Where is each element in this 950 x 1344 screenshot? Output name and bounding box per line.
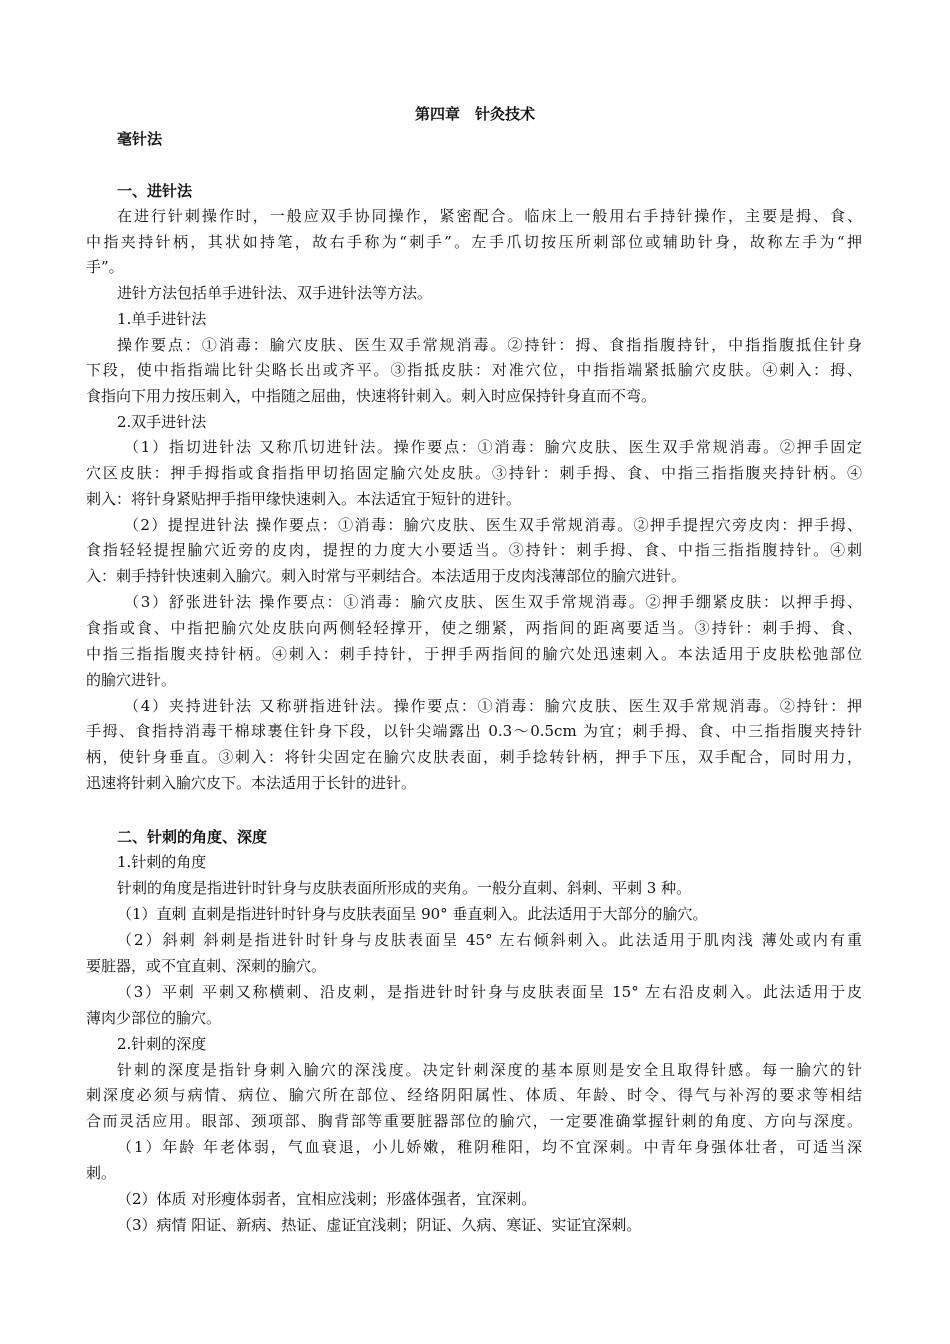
text-line: 要脏器，或不宜直刺、深刺的腧穴。 [86, 957, 327, 975]
text-line: （1）指切进针法 又称爪切进针法。操作要点：①消毒：腧穴皮肤、医生双手常规消毒。②押手固定 [124, 438, 862, 456]
section-heading: 二、针刺的角度、深度 [117, 828, 268, 846]
text-line: 2.双手进针法 [117, 413, 207, 431]
text-line: 针刺的角度是指进针时针身与皮肤表面所形成的夹角。一般分直刺、斜刺、平刺 3 种。 [117, 879, 692, 897]
text-line: 中指三指指腹夹持针柄。④刺入：刺手持针，于押手两指间的腧穴处迅速刺入。本法适用于皮肤松弛部位 [86, 645, 862, 663]
section-heading: 一、进针法 [117, 182, 193, 200]
text-line: 薄肉少部位的腧穴。 [86, 1009, 222, 1027]
text-line: 合而灵活应用。眼部、颈项部、胸背部等重要脏器部位的腧穴，一定要准确掌握针刺的角度、方向与深度。 [86, 1112, 862, 1130]
section-heading: 毫针法 [117, 130, 163, 148]
text-line: 在进行针刺操作时，一般应双手协同操作，紧密配合。临床上一般用右手持针操作，主要是拇、食、 [117, 207, 862, 225]
chapter-title: 第四章 针灸技术 [414, 105, 535, 123]
text-line: 的腧穴进针。 [86, 671, 177, 689]
text-line: 迅速将针刺入腧穴皮下。本法适用于长针的进针。 [86, 774, 417, 792]
text-line: 刺入：将针身紧贴押手指甲缘快速刺入。本法适宜于短针的进针。 [86, 490, 522, 508]
text-line: （1）直刺 直刺是指进针时针身与皮肤表面呈 90° 垂直刺入。此法适用于大部分的腧穴。 [117, 905, 708, 923]
text-line: （4）夹持进针法 又称骈指进针法。操作要点：①消毒：腧穴皮肤、医生双手常规消毒。②持针：押 [124, 697, 862, 715]
text-line: 中指夹持针柄，其状如持笔，故右手称为“刺手”。左手爪切按压所刺部位或辅助针身，故称左手为“押 [86, 233, 862, 251]
text-line: 1.单手进针法 [117, 310, 207, 328]
text-line: 入：刺手持针快速刺入腧穴。刺入时常与平刺结合。本法适用于皮肉浅薄部位的腧穴进针。 [86, 567, 687, 585]
text-line: 食指向下用力按压刺入，中指随之屈曲，快速将针刺入。刺入时应保持针身直而不弯。 [86, 387, 657, 405]
text-line: 食指或食、中指把腧穴处皮肤向两侧轻轻撑开，使之绷紧，两指间的距离要适当。③持针：刺手拇、食、 [86, 619, 862, 637]
text-line: 食指轻轻提捏腧穴近旁的皮肉，提捏的力度大小要适当。③持针：刺手拇、食、中指三指指腹持针。④刺 [86, 541, 862, 559]
text-line: 刺深度必须与病情、病位、腧穴所在部位、经络阴阳属性、体质、年龄、时令、得气与补泻的要求等相结 [86, 1086, 862, 1104]
text-line: 2.针刺的深度 [117, 1035, 207, 1053]
text-line: 操作要点：①消毒：腧穴皮肤、医生双手常规消毒。②持针：拇、食指指腹持针，中指指腹抵住针身 [117, 336, 862, 354]
text-line: 1.针刺的角度 [117, 853, 207, 871]
text-line: （3）平刺 平刺又称横刺、沿皮刺，是指进针时针身与皮肤表面呈 15° 左右沿皮刺入。此法适用于皮 [117, 983, 862, 1001]
text-line: 刺。 [86, 1164, 117, 1182]
text-line: （3）病情 阳证、新病、热证、虚证宜浅刺；阴证、久病、寒证、实证宜深刺。 [117, 1216, 642, 1234]
text-line: （2）提捏进针法 操作要点：①消毒：腧穴皮肤、医生双手常规消毒。②押手提捏穴旁皮肉：押手拇、 [124, 516, 862, 534]
text-line: 手拇、食指持消毒干棉球裹住针身下段，以针尖端露出 0.3～0.5cm 为宜；刺手拇、食、中三指指腹夹持针 [86, 722, 862, 740]
text-line: 柄，使针身垂直。③刺入：将针尖固定在腧穴皮肤表面，刺手捻转针柄，押手下压，双手配合，同时用力， [86, 748, 862, 766]
text-line: 针刺的深度是指针身刺入腧穴的深浅度。决定针刺深度的基本原则是安全且取得针感。每一腧穴的针 [117, 1061, 862, 1079]
text-line: 进针方法包括单手进针法、双手进针法等方法。 [117, 284, 433, 302]
text-line: （1）年龄 年老体弱，气血衰退，小儿娇嫩，稚阴稚阳，均不宜深刺。中青年身强体壮者，可适当深 [117, 1138, 862, 1156]
text-line: （2）体质 对形瘦体弱者，宜相应浅刺；形盛体强者，宜深刺。 [117, 1190, 537, 1208]
text-line: （3）舒张进针法 操作要点：①消毒：腧穴皮肤、医生双手常规消毒。②押手绷紧皮肤：以押手拇、 [124, 593, 862, 611]
text-line: 手”。 [86, 258, 124, 276]
text-line: 穴区皮肤：押手拇指或食指指甲切掐固定腧穴处皮肤。③持针：刺手拇、食、中指三指指腹夹持针柄。④ [86, 464, 862, 482]
text-line: （2）斜刺 斜刺是指进针时针身与皮肤表面呈 45° 左右倾斜刺入。此法适用于肌肉浅 薄处或内有重 [117, 931, 862, 949]
text-line: 下段，使中指指端比针尖略长出或齐平。③指抵皮肤：对准穴位，中指指端紧抵腧穴皮肤。④刺入：拇、 [86, 361, 862, 379]
